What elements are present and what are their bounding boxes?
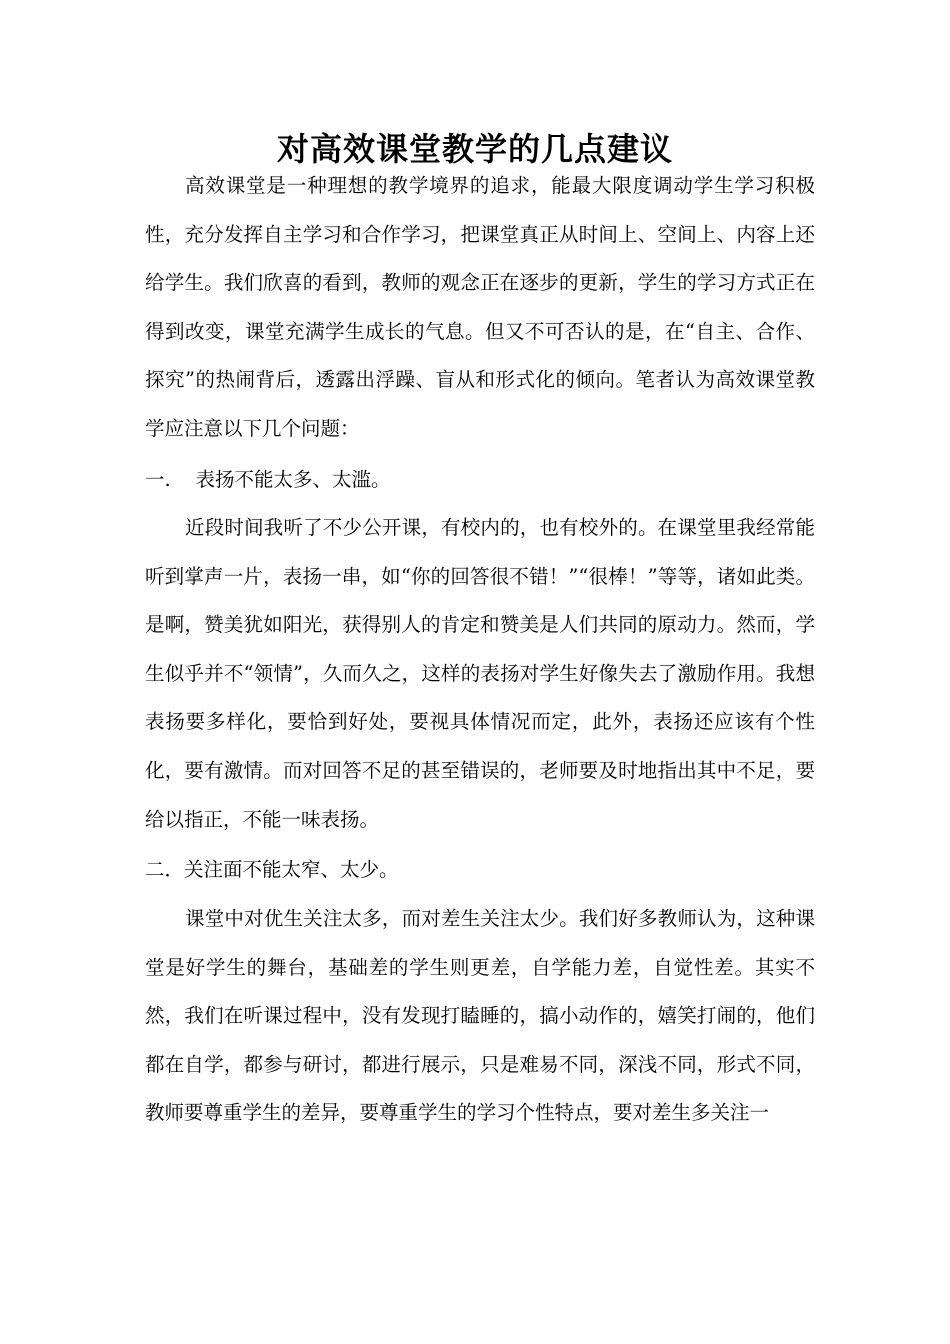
section-1-heading: 一. 表扬不能太多、太滥。	[145, 468, 391, 491]
document-title: 对高效课堂教学的几点建议	[276, 130, 673, 168]
section-1-paragraph: 近段时间我听了不少公开课，有校内的，也有校外的。在课堂里我经常能听到掌声一片，表扬一串，如“你的回答很不错！”“很棒！”等等，诸如此类。是啊，赞美犹如阳光，获得别人的肯定和赞美是人们共同的原动力。然而，学生似乎并不“领情”，久而久之，这样的表扬对学生好像失去了激励作用。我想表扬要多样化，要恰到好处，要视具体情况而定，此外，表扬还应该有个性化，要有激情。而对回答不足的甚至错误的，老师要及时地指出其中不足，要给以指正，不能一味表扬。	[145, 516, 815, 831]
intro-paragraph: 高效课堂是一种理想的教学境界的追求，能最大限度调动学生学习积极性，充分发挥自主学习和合作学习，把课堂真正从时间上、空间上、内容上还给学生。我们欣喜的看到，教师的观念正在逐步的更新，学生的学习方式正在得到改变，课堂充满学生成长的气息。但又不可否认的是，在“自主、合作、探究”的热闹背后，透露出浮躁、盲从和形式化的倾向。笔者认为高效课堂教学应注意以下几个问题：	[145, 174, 815, 440]
section-2-paragraph: 课堂中对优生关注太多，而对差生关注太少。我们好多教师认为，这种课堂是好学生的舞台，基础差的学生则更差，自学能力差，自觉性差。其实不然，我们在听课过程中，没有发现打瞌睡的，搞小动作的，嬉笑打闹的，他们都在自学，都参与研讨，都进行展示，只是难易不同，深浅不同，形式不同，教师要尊重学生的差异，要尊重学生的学习个性特点，要对差生多关注一	[145, 907, 815, 1125]
section-2-heading: 二．关注面不能太窄、太少。	[145, 858, 399, 881]
